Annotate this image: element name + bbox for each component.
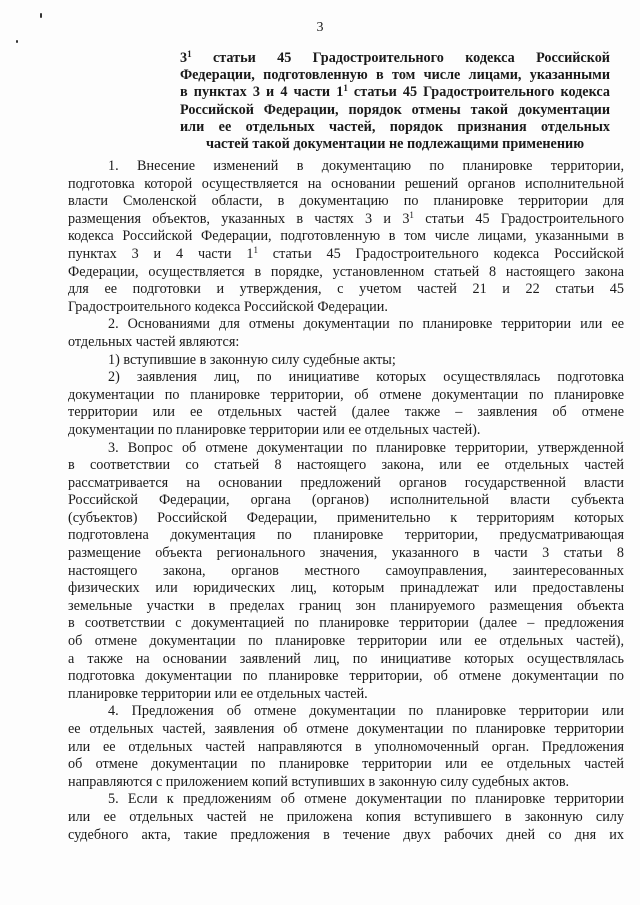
text-line	[68, 527, 624, 545]
line-text: 2. Основаниями для отмены документации по планировке территории или ее	[108, 316, 624, 333]
line-text: 1. Внесение изменений в документацию по планировке территории,	[108, 158, 624, 174]
paragraph	[68, 791, 624, 844]
paragraph	[68, 369, 624, 439]
line-text: для ее подготовки и утверждения, с учетом частей 21 и 22 статьи 45	[68, 281, 624, 298]
paragraph	[68, 158, 624, 316]
line-text: подготовка которой осуществляется на основании решений органов исполнительной	[68, 175, 624, 192]
paragraph	[68, 352, 624, 370]
heading-line	[180, 119, 610, 136]
line-text: статьи 45 Градостроительного кодекса Российской	[257, 245, 624, 262]
line-text: в пунктах 3 и 4 части 1	[180, 84, 344, 101]
text-line	[68, 598, 624, 616]
text-line	[68, 404, 624, 422]
text-line	[68, 703, 624, 721]
text-line	[68, 193, 624, 211]
text-line	[68, 316, 624, 334]
text-line	[68, 264, 624, 282]
text-line	[68, 422, 624, 440]
line-text: или ее отдельных частей, порядок признания отдельных	[180, 118, 610, 135]
line-text: 5. Если к предложениям об отмене документации по планировке территории	[108, 791, 624, 808]
text-line	[68, 299, 624, 317]
text-line	[68, 440, 624, 458]
text-line	[68, 633, 624, 651]
line-text: частей такой документации не подлежащими применению	[205, 136, 585, 153]
line-text: Федерации, подготовленную в том числе лицами, указанными	[180, 67, 610, 84]
text-line	[68, 228, 624, 246]
heading-line	[180, 136, 610, 153]
line-text: 4. Предложения об отмене документации по планировке территории или	[108, 703, 624, 720]
line-text: направляются с приложением копий вступивших в законную силу судебных актов.	[68, 773, 570, 790]
heading-line	[180, 102, 610, 119]
text-line	[68, 721, 624, 739]
text-line	[68, 774, 624, 792]
line-text: в соответствии со статьей 8 настоящего закона, или ее отдельных частей	[68, 457, 624, 474]
line-text: подготовка документации по планировке территории, об отмене документации по	[68, 668, 624, 685]
text-line	[68, 352, 624, 370]
line-text: 1) вступившие в законную силу судебные акты;	[108, 351, 396, 368]
text-line	[68, 211, 624, 229]
line-text: власти Смоленской области, в документацию по планировке территории для	[68, 193, 624, 210]
text-line	[68, 492, 624, 510]
line-text: размещения объектов, указанных в частях 3 и 3	[68, 210, 410, 227]
paragraph	[68, 440, 624, 704]
line-text: (субъектов) Российской Федерации, применительно к территориям которых	[68, 509, 624, 526]
text-line	[68, 176, 624, 194]
line-text: статьи 45 Градостроительного кодекса Российской	[191, 50, 610, 66]
text-line	[68, 580, 624, 598]
text-line	[68, 545, 624, 563]
line-text: а также на основании заявлений лиц, по инициативе которых осуществлялась	[68, 650, 624, 667]
line-text: документации по планировке территории или ее отдельных частей).	[68, 421, 481, 438]
line-text: пунктах 3 и 4 части 1	[68, 245, 254, 262]
paragraph	[68, 703, 624, 791]
superscript: 1	[187, 49, 192, 59]
superscript: 1	[343, 83, 348, 94]
line-text: ее отдельных частей, заявления об отмене документации по планировке территории	[68, 721, 624, 737]
line-text: размещение объекта регионального значения, указанного в части 3 статьи 8	[68, 545, 624, 562]
text-line	[68, 475, 624, 493]
line-text: подготовлена документация по планировке территории, предусматривающая	[68, 527, 624, 544]
line-text: Российской Федерации, органа (органов) исполнительной власти субъекта	[68, 492, 624, 509]
line-text: отдельных частей являются:	[68, 333, 240, 350]
text-line	[68, 827, 624, 845]
line-text: рассматривается на основании предложений органов государственной власти	[68, 474, 624, 491]
text-line	[68, 510, 624, 528]
section-heading	[180, 50, 610, 153]
line-text: об отмене документации по планировке территории или ее отдельных частей),	[68, 633, 624, 650]
text-line	[68, 563, 624, 581]
line-text: или ее отдельных частей направляются в уполномоченный орган. Предложения	[68, 738, 624, 755]
text-line	[68, 158, 624, 176]
line-text: 3	[180, 50, 188, 66]
line-text: об отмене документации по планировке территории или ее отдельных частей	[68, 756, 624, 773]
scan-mark	[40, 13, 42, 18]
line-text: статьи 45 Градостроительного кодекса	[347, 84, 610, 101]
document-body	[68, 158, 624, 844]
line-text: или ее отдельных частей не приложена копия вступившего в законную силу	[68, 808, 624, 825]
text-line	[68, 756, 624, 774]
text-line	[68, 809, 624, 827]
line-text: территории или ее отдельных частей (далее также – заявления об отмене	[68, 404, 624, 421]
heading-line	[180, 50, 610, 67]
line-text: 3. Вопрос об отмене документации по планировке территории, утвержденной	[108, 439, 624, 456]
scan-mark	[16, 40, 18, 43]
line-text: Российской Федерации, порядок отмены такой документации	[180, 101, 610, 118]
page-number: 3	[316, 20, 324, 35]
line-text: 2) заявления лиц, по инициативе которых осуществлялась подготовка	[108, 369, 624, 386]
line-text: документации по планировке территории, об отмене документации по планировке	[68, 386, 624, 403]
text-line	[68, 387, 624, 405]
text-line	[68, 791, 624, 809]
text-line	[68, 668, 624, 686]
line-text: кодекса Российской Федерации, подготовленную в том числе лицами, указанными в	[68, 228, 624, 245]
text-line	[68, 686, 624, 704]
text-line	[68, 334, 624, 352]
superscript: 1	[409, 209, 414, 220]
line-text: Федерации, осуществляется в порядке, установленном статьей 8 настоящего закона	[68, 263, 624, 280]
text-line	[68, 369, 624, 387]
paragraph	[68, 316, 624, 351]
text-line	[68, 457, 624, 475]
line-text: земельные участки в пределах границ зон планируемого размещения объекта	[68, 597, 624, 614]
line-text: судебного акта, такие предложения в течение двух рабочих дней со дня их	[68, 826, 624, 843]
line-text: физических или юридических лиц, которым принадлежат или предоставлены	[68, 580, 624, 597]
text-line	[68, 739, 624, 757]
text-line	[68, 651, 624, 669]
line-text: в соответствии с документацией по планировке территории (далее – предложения	[68, 615, 624, 632]
line-text: настоящего закона, органов местного самоуправления, заинтересованных	[68, 562, 624, 579]
line-text: Градостроительного кодекса Российской Федерации.	[68, 298, 388, 315]
heading-line	[180, 67, 610, 84]
line-text: планировке территории или ее отдельных частей.	[68, 685, 368, 702]
line-text: статьи 45 Градостроительного	[413, 210, 624, 227]
text-line	[68, 615, 624, 633]
heading-line	[180, 84, 610, 101]
text-line	[68, 281, 624, 299]
superscript: 1	[253, 244, 258, 255]
text-line	[68, 246, 624, 264]
